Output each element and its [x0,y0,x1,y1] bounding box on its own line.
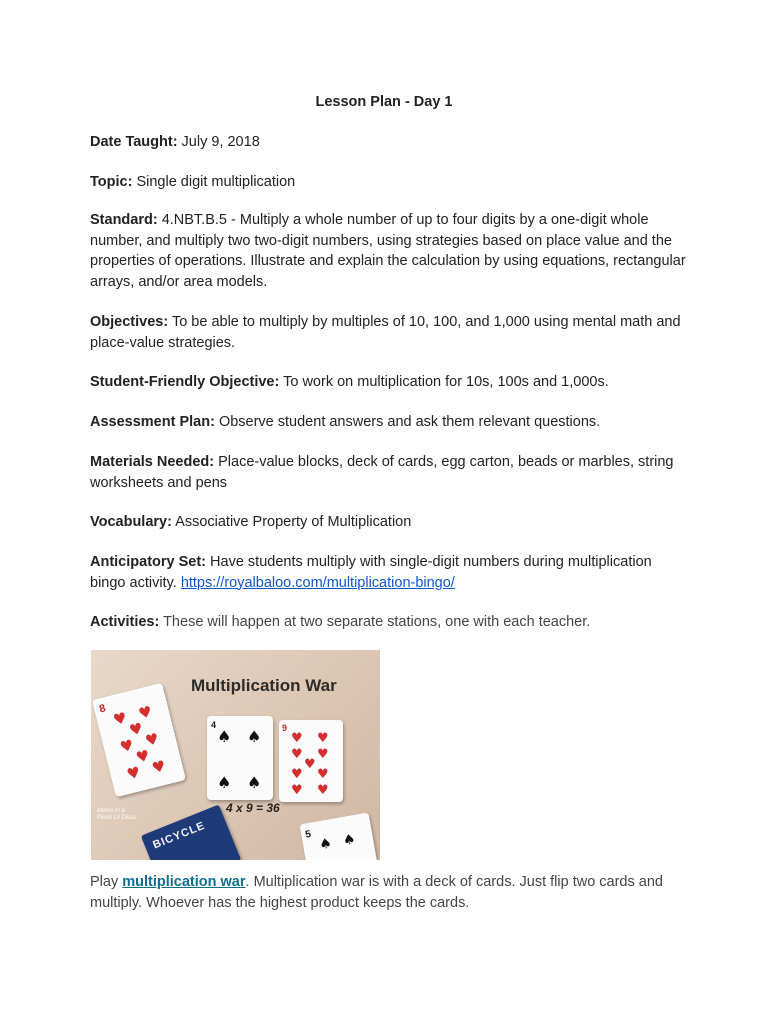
spade-pips-icon [207,716,273,800]
activities-label: Activities: [90,614,160,630]
card-rank: 9 [282,723,288,733]
image-title: Multiplication War [191,676,337,695]
card-rank: 4 [211,720,217,730]
svg-text:♥: ♥ [291,747,303,762]
date-taught [90,132,690,153]
svg-text:♠: ♠ [247,727,262,746]
svg-text:♥: ♥ [136,702,155,724]
svg-text:♥: ♥ [317,731,329,746]
svg-text:♠: ♠ [317,835,334,854]
watermark: Moms in a Pinch Lil Divas [97,808,137,821]
student-objective-value: To work on multiplication for 10s, 100s and 1,000s. [279,374,609,390]
anticipatory-set [90,552,690,593]
student-friendly-objective [90,372,690,393]
svg-text:♥: ♥ [317,747,329,762]
objectives [90,312,690,353]
svg-text:♥: ♥ [150,756,168,778]
materials-label: Materials Needed: [90,454,215,470]
anticipatory-value: Have students multiply with single-digit numbers during multiplication bingo activity. [90,554,652,591]
topic-value: Single digit multiplication [132,174,296,190]
bingo-link[interactable]: https://royalbaloo.com/multiplication-bingo/ [180,574,455,591]
svg-text:♥: ♥ [118,735,136,757]
eight-of-hearts-card [92,683,186,797]
svg-text:♥: ♥ [317,783,329,798]
svg-text:♥: ♥ [127,719,145,740]
student-objective-label: Student-Friendly Objective: [90,374,280,390]
equation-label: 4 x 9 = 36 [226,801,280,815]
page-title: Lesson Plan - Day 1 [315,94,453,110]
four-of-spades-card [207,716,273,800]
svg-text:♥: ♥ [304,757,316,772]
vocabulary [90,512,690,533]
play-post: . Multiplication war is with a deck of cards. Just flip two cards and multiply. Whoever has the highest product keeps the cards. [90,874,663,911]
anticipatory-label: Anticipatory Set: [90,554,207,570]
card-rank: 8 [98,702,107,716]
svg-text:♠: ♠ [247,773,262,792]
standard [90,210,690,292]
materials-value: Place-value blocks, deck of cards, egg carton, beads or marbles, string worksheets and pens [90,454,674,491]
assessment-plan [90,412,690,433]
nine-of-hearts-card [279,720,343,802]
card-rank: 5 [304,828,312,841]
svg-text:♠: ♠ [217,773,232,792]
date-value: July 9, 2018 [177,134,260,150]
assessment-label: Assessment Plan: [90,414,215,430]
objectives-value: To be able to multiply by multiples of 10, 100, and 1,000 using mental math and place-value strategies. [90,314,681,351]
topic-label: Topic: [90,174,133,190]
date-label: Date Taught: [90,134,178,150]
spade-pips-icon [299,812,380,860]
svg-text:♥: ♥ [124,762,143,784]
deck-brand: BICYCLE [151,819,207,852]
materials-needed [90,452,690,493]
assessment-value: Observe student answers and ask them relevant questions. [214,414,601,430]
multiplication-war-link[interactable]: multiplication war [122,874,246,890]
heart-pips-icon [92,683,186,797]
topic [90,172,690,193]
standard-label: Standard: [90,212,158,228]
svg-text:♥: ♥ [134,746,152,767]
vocabulary-value: Associative Property of Multiplication [171,514,412,530]
svg-text:♥: ♥ [291,731,303,746]
multiplication-war-image [91,650,380,860]
svg-text:♠: ♠ [217,727,232,746]
svg-text:♥: ♥ [143,729,161,751]
svg-text:♠: ♠ [341,831,357,850]
activities-value: These will happen at two separate stations, one with each teacher. [159,614,591,630]
standard-value: 4.NBT.B.5 - Multiply a whole number of up to four digits by a one-digit whole number, and multiply two two-digit numbers, using strategies based on place value and the properties of operations. Illustrate and explain the calculation by using equations, rectangular arrays, and/or area models. [90,212,686,290]
activities [90,612,690,633]
svg-text:♥: ♥ [111,708,129,730]
objectives-label: Objectives: [90,314,169,330]
svg-text:♥: ♥ [291,783,303,798]
heart-pips-icon [279,720,343,802]
svg-text:♥: ♥ [317,767,329,782]
vocabulary-label: Vocabulary: [90,514,172,530]
svg-text:♥: ♥ [291,767,303,782]
play-pre: Play [90,874,123,890]
five-of-spades-card [299,812,380,860]
play-instructions [90,872,680,913]
